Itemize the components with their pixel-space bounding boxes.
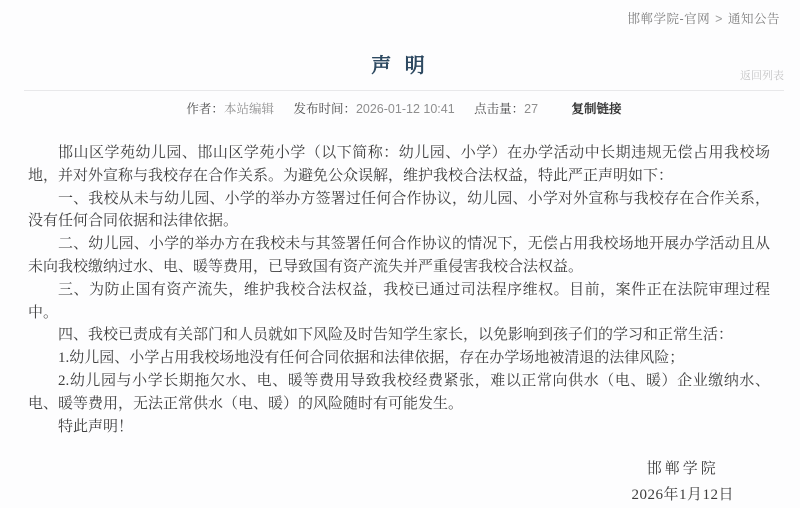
paragraph-closing: 特此声明！ [58, 418, 134, 435]
publish-time-label: 发布时间： [293, 102, 356, 116]
article-body [28, 142, 770, 438]
paragraph-intro: 邯山区学苑幼儿园、邯山区学苑小学（以下简称：幼儿园、小学）在办学活动中长期违规无偿占用我校场地，并对外宣称与我校存在合作关系。为避免公众误解，维护我校合法权益，特此严正声明如下： [28, 145, 770, 184]
breadcrumb-site-link[interactable]: 邯郸学院-官网 [627, 12, 711, 26]
publish-time-group [293, 102, 454, 116]
signature-name: 邯郸学院 [646, 461, 719, 478]
article-meta [0, 91, 800, 118]
author-label: 作者： [186, 102, 224, 116]
views-label: 点击量： [474, 102, 525, 116]
author-value: 本站编辑 [223, 102, 274, 116]
copy-link-button[interactable]: 复制链接 [571, 102, 622, 116]
paragraph-point-4: 四、我校已责成有关部门和人员就如下风险及时告知学生家长，以免影响到孩子们的学习和正常生活： [58, 327, 734, 344]
paragraph-point-2: 二、幼儿园、小学的举办方在我校未与其签署任何合作协议的情况下，无偿占用我校场地开展办学活动且从未向我校缴纳过水、电、暖等费用，已导致国有资产流失并严重侵害我校合法权益。 [28, 236, 770, 275]
page-title: 声 明 [371, 55, 429, 77]
paragraph-risk-2: 2.幼儿园与小学长期拖欠水、电、暖等费用导致我校经费紧张，难以正常向供水（电、暖）企业缴纳水、电、暖等费用，无法正常供水（电、暖）的风险随时有可能发生。 [28, 372, 770, 412]
paragraph-point-1: 一、我校从未与幼儿园、小学的举办方签署过任何合作协议，幼儿园、小学对外宣称与我校存在合作关系，没有任何合同依据和法律依据。 [28, 190, 770, 230]
paragraph-point-3: 三、为防止国有资产流失，维护我校合法权益，我校已通过司法程序维权。目前，案件正在法院审理过程中。 [28, 281, 770, 321]
signature-block [0, 456, 800, 508]
signature-inner [631, 456, 734, 508]
breadcrumb-separator: > [715, 12, 723, 26]
paragraph-risk-1: 1.幼儿园、小学占用我校场地没有任何合同依据和法律依据，存在办学场地被清退的法律风险； [58, 350, 685, 367]
back-to-list-link[interactable]: 返回列表 [740, 70, 784, 82]
author-group [186, 102, 274, 116]
breadcrumb-section-link[interactable]: 通知公告 [727, 12, 780, 26]
publish-time-value: 2026-01-12 10:41 [355, 102, 455, 116]
signature-date: 2026年1月12日 [631, 487, 734, 504]
breadcrumb [628, 9, 781, 27]
views-value: 27 [524, 102, 539, 116]
views-group [474, 102, 538, 116]
